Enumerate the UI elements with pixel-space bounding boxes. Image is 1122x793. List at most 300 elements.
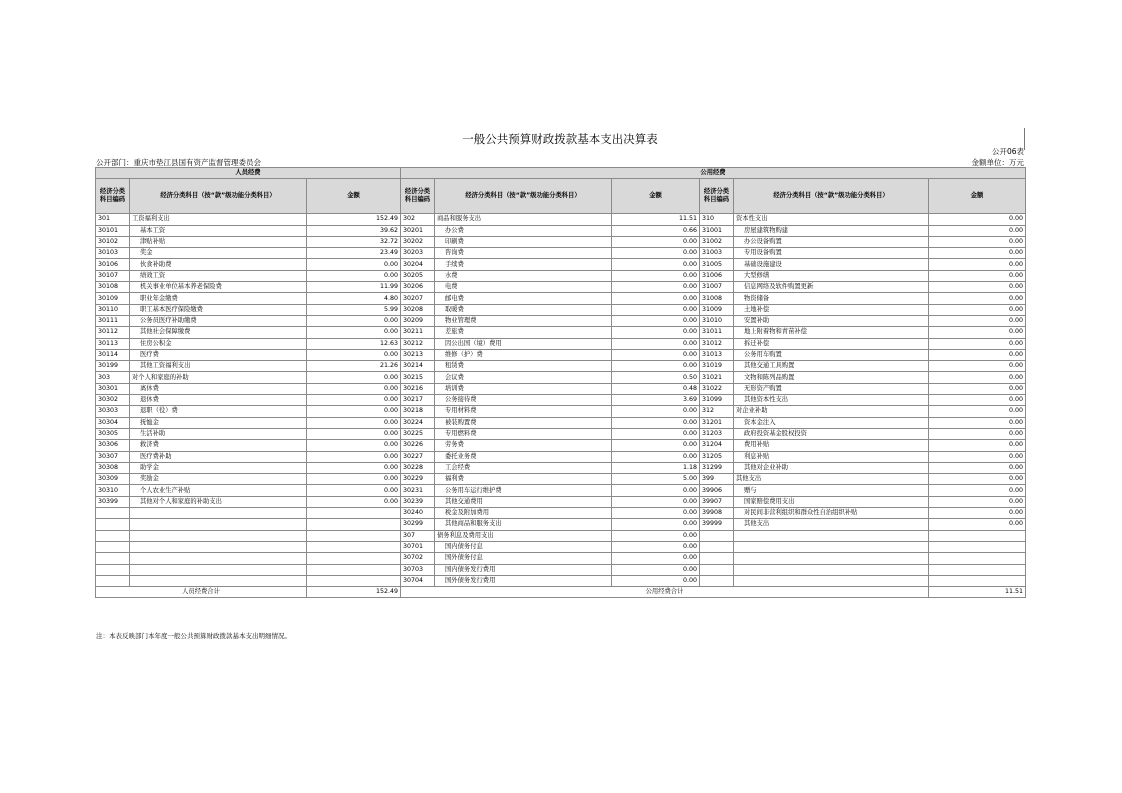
amount-cell: 0.00 [612, 417, 700, 428]
amount-cell: 0.00 [307, 349, 401, 360]
table-row [96, 236, 1026, 247]
amount-cell: 0.00 [612, 327, 700, 338]
code-cell: 30208 [401, 304, 435, 315]
amount-cell: 23.49 [307, 248, 401, 259]
amount-cell: 0.00 [612, 304, 700, 315]
amount-cell [929, 553, 1026, 564]
amount-cell: 0.00 [929, 417, 1026, 428]
table-row [96, 293, 1026, 304]
name-cell: 物业管理费 [435, 315, 612, 326]
code-cell: 30310 [96, 485, 130, 496]
name-cell [734, 564, 929, 575]
name-cell: 其他工资福利支出 [130, 361, 307, 372]
amount-cell: 0.00 [307, 485, 401, 496]
amount-cell: 0.00 [612, 553, 700, 564]
table-row [96, 541, 1026, 552]
amount-cell [307, 564, 401, 575]
amount-cell [307, 519, 401, 530]
code-cell: 31010 [700, 315, 734, 326]
code-cell: 30113 [96, 338, 130, 349]
code-cell: 31012 [700, 338, 734, 349]
code-cell: 302 [401, 214, 435, 225]
code-cell: 30309 [96, 474, 130, 485]
name-cell: 机关事业单位基本养老保险费 [130, 282, 307, 293]
code-cell: 30226 [401, 440, 435, 451]
code-cell: 30207 [401, 293, 435, 304]
name-cell: 工资福利支出 [130, 214, 307, 225]
table-row [96, 248, 1026, 259]
amount-cell: 0.00 [929, 383, 1026, 394]
name-cell: 手续费 [435, 259, 612, 270]
code-cell [700, 541, 734, 552]
code-cell [96, 519, 130, 530]
code-cell [96, 564, 130, 575]
name-cell: 专用设备购置 [734, 248, 929, 259]
code-cell [96, 575, 130, 586]
amount-cell: 32.72 [307, 236, 401, 247]
code-cell: 30218 [401, 406, 435, 417]
amount-cell [929, 575, 1026, 586]
code-cell: 30213 [401, 349, 435, 360]
table-row [96, 304, 1026, 315]
name-cell: 对个人和家庭的补助 [130, 372, 307, 383]
amount-header: 金额 [612, 179, 700, 214]
amount-cell: 0.00 [612, 338, 700, 349]
code-cell: 30211 [401, 327, 435, 338]
name-cell: 其他对企业补助 [734, 462, 929, 473]
table-row [96, 282, 1026, 293]
amount-cell: 0.00 [929, 508, 1026, 519]
code-cell: 31099 [700, 395, 734, 406]
amount-cell: 0.00 [307, 383, 401, 394]
name-cell: 信息网络及软件购置更新 [734, 282, 929, 293]
name-cell: 商品和服务支出 [435, 214, 612, 225]
amount-cell: 0.00 [612, 406, 700, 417]
name-cell: 邮电费 [435, 293, 612, 304]
code-cell: 39908 [700, 508, 734, 519]
amount-cell: 0.66 [612, 225, 700, 236]
name-cell: 其他交通工具购置 [734, 361, 929, 372]
name-cell [130, 564, 307, 575]
amount-cell: 0.00 [929, 395, 1026, 406]
code-cell: 301 [96, 214, 130, 225]
name-cell: 津贴补贴 [130, 236, 307, 247]
name-cell [130, 530, 307, 541]
code-cell: 39907 [700, 496, 734, 507]
code-cell: 30106 [96, 259, 130, 270]
public-header: 公用经费 [401, 168, 1026, 179]
amount-cell: 0.00 [612, 315, 700, 326]
code-cell: 30101 [96, 225, 130, 236]
amount-cell: 0.00 [612, 270, 700, 281]
table-row [96, 214, 1026, 225]
code-cell: 31299 [700, 462, 734, 473]
amount-cell: 0.00 [929, 293, 1026, 304]
amount-cell: 0.00 [929, 440, 1026, 451]
amount-cell: 1.18 [612, 462, 700, 473]
amount-cell: 0.00 [307, 474, 401, 485]
table-number: 公开06表 [991, 147, 1024, 156]
amount-cell [307, 553, 401, 564]
code-cell [96, 508, 130, 519]
table-row [96, 361, 1026, 372]
code-cell: 30299 [401, 519, 435, 530]
name-cell: 其他商品和服务支出 [435, 519, 612, 530]
name-cell: 拆迁补偿 [734, 338, 929, 349]
name-cell: 大型修缮 [734, 270, 929, 281]
public-total-label: 公用经费合计 [401, 587, 929, 598]
amount-cell [929, 541, 1026, 552]
page-title: 一般公共预算财政拨款基本支出决算表 [462, 132, 658, 146]
name-cell: 专用燃料费 [435, 428, 612, 439]
name-cell: 福利费 [435, 474, 612, 485]
name-cell: 其他社会保障缴费 [130, 327, 307, 338]
amount-cell: 0.00 [929, 315, 1026, 326]
code-cell: 30240 [401, 508, 435, 519]
code-cell: 39906 [700, 485, 734, 496]
code-cell: 31205 [700, 451, 734, 462]
code-cell: 30204 [401, 259, 435, 270]
name-cell: 其他对个人和家庭的补助支出 [130, 496, 307, 507]
amount-cell: 0.00 [307, 395, 401, 406]
amount-cell: 0.00 [929, 372, 1026, 383]
table-row [96, 451, 1026, 462]
amount-cell: 0.00 [307, 259, 401, 270]
code-cell: 31007 [700, 282, 734, 293]
code-cell: 30216 [401, 383, 435, 394]
name-cell: 取暖费 [435, 304, 612, 315]
name-cell: 赠与 [734, 485, 929, 496]
code-cell: 30703 [401, 564, 435, 575]
table-row [96, 575, 1026, 586]
name-cell [130, 553, 307, 564]
code-cell: 31019 [700, 361, 734, 372]
amount-cell: 0.00 [612, 440, 700, 451]
amount-cell: 0.00 [612, 508, 700, 519]
name-cell [130, 575, 307, 586]
amount-cell [307, 575, 401, 586]
table-row [96, 519, 1026, 530]
amount-cell: 0.00 [307, 270, 401, 281]
name-cell: 公务接待费 [435, 395, 612, 406]
name-cell: 离休费 [130, 383, 307, 394]
amount-cell: 0.00 [929, 225, 1026, 236]
code-cell [96, 530, 130, 541]
code-cell: 31001 [700, 225, 734, 236]
name-cell: 退职（役）费 [130, 406, 307, 417]
amount-cell: 0.00 [307, 440, 401, 451]
table-body [96, 214, 1026, 587]
name-cell: 办公设备购置 [734, 236, 929, 247]
name-cell [734, 541, 929, 552]
table-row [96, 270, 1026, 281]
table-row [96, 440, 1026, 451]
personnel-total-value: 152.49 [307, 587, 401, 598]
name-cell: 差旅费 [435, 327, 612, 338]
name-cell: 其他资本性支出 [734, 395, 929, 406]
amount-cell [307, 530, 401, 541]
amount-cell: 0.00 [929, 214, 1026, 225]
code-header: 经济分类科目编码 [96, 179, 130, 214]
amount-cell: 3.69 [612, 395, 700, 406]
personnel-header: 人员经费 [96, 168, 401, 179]
table-row [96, 474, 1026, 485]
amount-cell: 0.00 [929, 496, 1026, 507]
name-cell: 基础设施建设 [734, 259, 929, 270]
amount-cell [929, 564, 1026, 575]
code-cell: 30199 [96, 361, 130, 372]
amount-cell: 0.00 [612, 236, 700, 247]
amount-cell: 0.00 [307, 372, 401, 383]
table-row [96, 406, 1026, 417]
name-cell: 维修（护）费 [435, 349, 612, 360]
code-cell: 30212 [401, 338, 435, 349]
table-row [96, 349, 1026, 360]
name-cell: 医疗费补助 [130, 451, 307, 462]
code-cell: 30231 [401, 485, 435, 496]
name-cell [130, 508, 307, 519]
name-cell: 绩效工资 [130, 270, 307, 281]
name-cell: 委托业务费 [435, 451, 612, 462]
code-cell: 31204 [700, 440, 734, 451]
name-cell: 印刷费 [435, 236, 612, 247]
code-cell: 30704 [401, 575, 435, 586]
vertical-divider-line [1024, 128, 1025, 150]
amount-cell: 0.00 [929, 462, 1026, 473]
unit-label: 金额单位：万元 [971, 158, 1024, 167]
code-cell: 31022 [700, 383, 734, 394]
code-cell: 30229 [401, 474, 435, 485]
amount-cell: 0.00 [929, 327, 1026, 338]
footnote: 注：本表反映部门本年度一般公共预算财政拨款基本支出明细情况。 [96, 632, 291, 640]
name-cell: 其他支出 [734, 519, 929, 530]
code-cell: 30203 [401, 248, 435, 259]
name-cell: 培训费 [435, 383, 612, 394]
name-cell: 公务用车购置 [734, 349, 929, 360]
name-cell: 国外债务发行费用 [435, 575, 612, 586]
code-cell: 31201 [700, 417, 734, 428]
name-cell: 劳务费 [435, 440, 612, 451]
table-row [96, 564, 1026, 575]
amount-cell: 0.00 [929, 519, 1026, 530]
amount-header: 金额 [307, 179, 401, 214]
amount-cell: 0.00 [929, 361, 1026, 372]
name-cell: 专用材料费 [435, 406, 612, 417]
name-cell: 奖金 [130, 248, 307, 259]
name-cell: 房屋建筑物购建 [734, 225, 929, 236]
name-cell: 医疗费 [130, 349, 307, 360]
code-cell: 303 [96, 372, 130, 383]
name-cell: 利息补贴 [734, 451, 929, 462]
name-cell: 对民间非营利组织和群众性自治组织补贴 [734, 508, 929, 519]
name-cell: 国内债务付息 [435, 541, 612, 552]
code-cell: 30301 [96, 383, 130, 394]
table-row [96, 530, 1026, 541]
amount-cell: 0.00 [612, 428, 700, 439]
name-cell: 住房公积金 [130, 338, 307, 349]
amount-cell: 0.00 [307, 451, 401, 462]
amount-cell: 21.26 [307, 361, 401, 372]
name-cell: 土地补偿 [734, 304, 929, 315]
code-cell: 30206 [401, 282, 435, 293]
code-header: 经济分类科目编码 [700, 179, 734, 214]
amount-cell: 0.00 [929, 248, 1026, 259]
code-cell [700, 530, 734, 541]
code-cell: 30201 [401, 225, 435, 236]
code-cell [700, 553, 734, 564]
amount-cell: 5.00 [612, 474, 700, 485]
name-cell: 资本金注入 [734, 417, 929, 428]
code-cell: 30110 [96, 304, 130, 315]
table-row [96, 225, 1026, 236]
code-cell: 39999 [700, 519, 734, 530]
amount-cell: 152.49 [307, 214, 401, 225]
code-cell: 30108 [96, 282, 130, 293]
amount-cell [307, 541, 401, 552]
table-row [96, 383, 1026, 394]
code-cell: 30107 [96, 270, 130, 281]
code-cell: 30209 [401, 315, 435, 326]
table-row [96, 315, 1026, 326]
amount-cell: 0.00 [612, 361, 700, 372]
amount-cell: 0.00 [612, 282, 700, 293]
name-cell: 咨询费 [435, 248, 612, 259]
code-cell: 31011 [700, 327, 734, 338]
name-cell: 因公出国（境）费用 [435, 338, 612, 349]
code-header: 经济分类科目编码 [401, 179, 435, 214]
department-label: 公开部门：重庆市垫江县国有资产监督管理委员会 [96, 158, 261, 167]
code-cell: 30701 [401, 541, 435, 552]
code-cell: 30308 [96, 462, 130, 473]
amount-cell: 11.99 [307, 282, 401, 293]
code-cell: 30114 [96, 349, 130, 360]
name-cell [130, 519, 307, 530]
amount-cell: 0.00 [307, 417, 401, 428]
amount-cell: 0.00 [929, 236, 1026, 247]
name-cell: 助学金 [130, 462, 307, 473]
code-cell [700, 564, 734, 575]
code-cell: 30227 [401, 451, 435, 462]
amount-cell: 0.00 [929, 304, 1026, 315]
code-cell: 30399 [96, 496, 130, 507]
amount-cell: 0.00 [307, 315, 401, 326]
name-cell: 奖励金 [130, 474, 307, 485]
amount-cell: 0.00 [307, 406, 401, 417]
name-cell [130, 541, 307, 552]
code-cell: 31203 [700, 428, 734, 439]
name-cell: 职业年金缴费 [130, 293, 307, 304]
table-row [96, 372, 1026, 383]
name-cell: 税金及附加费用 [435, 508, 612, 519]
code-cell: 30214 [401, 361, 435, 372]
table-row [96, 259, 1026, 270]
name-cell: 安置补助 [734, 315, 929, 326]
code-cell: 30202 [401, 236, 435, 247]
amount-cell: 0.00 [307, 327, 401, 338]
table-row [96, 485, 1026, 496]
code-cell: 30205 [401, 270, 435, 281]
name-cell: 其他交通费用 [435, 496, 612, 507]
name-cell: 个人农业生产补贴 [130, 485, 307, 496]
code-cell: 30306 [96, 440, 130, 451]
amount-cell: 0.00 [307, 462, 401, 473]
table-row [96, 327, 1026, 338]
name-cell: 其他支出 [734, 474, 929, 485]
amount-cell: 0.00 [612, 530, 700, 541]
code-cell: 31002 [700, 236, 734, 247]
name-cell: 办公费 [435, 225, 612, 236]
name-cell [734, 553, 929, 564]
name-cell: 基本工资 [130, 225, 307, 236]
amount-cell: 0.00 [929, 349, 1026, 360]
code-cell: 31008 [700, 293, 734, 304]
code-cell [96, 541, 130, 552]
code-cell: 30304 [96, 417, 130, 428]
code-cell: 30112 [96, 327, 130, 338]
name-cell: 退休费 [130, 395, 307, 406]
name-cell: 政府投资基金股权投资 [734, 428, 929, 439]
table-row [96, 428, 1026, 439]
amount-cell: 0.48 [612, 383, 700, 394]
name-cell: 公务用车运行维护费 [435, 485, 612, 496]
name-cell: 国家赔偿费用支出 [734, 496, 929, 507]
name-cell: 无形资产购置 [734, 383, 929, 394]
amount-cell: 11.51 [612, 214, 700, 225]
table-row [96, 417, 1026, 428]
expenditure-table [95, 167, 1026, 598]
code-cell: 30109 [96, 293, 130, 304]
amount-cell: 0.00 [612, 519, 700, 530]
code-cell: 307 [401, 530, 435, 541]
amount-cell: 39.62 [307, 225, 401, 236]
name-cell [734, 575, 929, 586]
name-cell: 国内债务发行费用 [435, 564, 612, 575]
code-cell: 31005 [700, 259, 734, 270]
name-cell: 公务员医疗补助缴费 [130, 315, 307, 326]
amount-cell: 0.00 [612, 248, 700, 259]
code-cell: 31013 [700, 349, 734, 360]
code-cell: 30302 [96, 395, 130, 406]
name-cell: 会议费 [435, 372, 612, 383]
code-cell: 310 [700, 214, 734, 225]
code-cell: 30224 [401, 417, 435, 428]
code-cell: 30215 [401, 372, 435, 383]
name-cell: 救济费 [130, 440, 307, 451]
amount-cell: 0.00 [929, 259, 1026, 270]
code-cell: 399 [700, 474, 734, 485]
name-cell: 资本性支出 [734, 214, 929, 225]
name-cell: 被装购置费 [435, 417, 612, 428]
amount-cell: 0.00 [929, 338, 1026, 349]
code-cell: 30228 [401, 462, 435, 473]
amount-cell: 0.00 [929, 282, 1026, 293]
amount-cell: 0.00 [929, 451, 1026, 462]
table-row [96, 462, 1026, 473]
amount-cell: 0.00 [612, 293, 700, 304]
amount-cell: 0.00 [307, 496, 401, 507]
name-cell: 水费 [435, 270, 612, 281]
amount-cell: 0.00 [929, 270, 1026, 281]
code-cell: 30225 [401, 428, 435, 439]
amount-cell: 0.00 [929, 474, 1026, 485]
code-cell: 31003 [700, 248, 734, 259]
name-cell: 职工基本医疗保险缴费 [130, 304, 307, 315]
amount-cell [929, 530, 1026, 541]
name-header: 经济分类科目（按“款”级功能分类科目） [130, 179, 307, 214]
name-cell: 电费 [435, 282, 612, 293]
table-row [96, 553, 1026, 564]
amount-cell: 0.00 [612, 575, 700, 586]
